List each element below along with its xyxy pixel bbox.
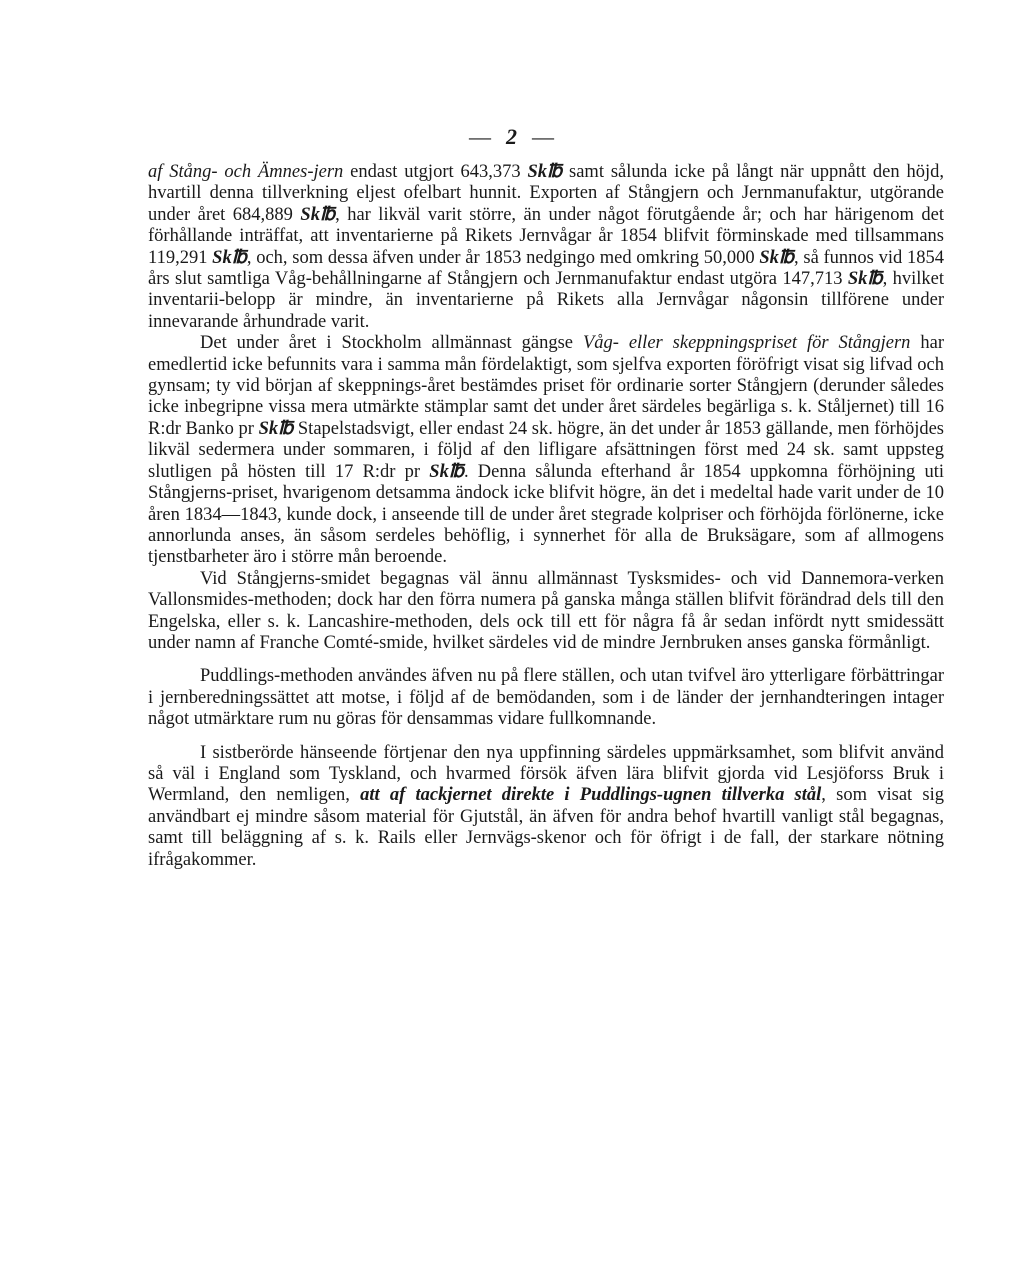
paragraph-4 — [148, 666, 944, 730]
paragraph-4-segment: Puddlings-methoden användes äfven nu på flere ställen, och utan tvifvel äro ytterligare förbättringar i jernberedningssättet att motse, i följd af de bemödanden, som i de länder der jernhandteringen intager något utmärktare rum nu göras för densammas vidare fullkomnande. — [148, 666, 944, 730]
paragraph-2-segment: Sk℔ — [429, 461, 464, 482]
paragraph-1-segment: Sk℔ — [847, 269, 883, 290]
paragraph-2-segment: har emedlertid icke befunnits vara i samma mån fördelaktigt, som sjelfva exporten föröfrigt visat sig lifvad och gynsam; ty vid början af skeppnings-året bestämdes priset för ordinarie sorter Stångjern (derunder således icke inbegripne vissa mera utmärkte stämplar samt det under året särdeles begärliga s. k. Ståljernet) till 16 R:dr Banko pr — [148, 333, 944, 439]
paragraph-2-segment: . Denna sålunda efterhand år 1854 uppkomna förhöjning uti Stångjerns-priset, hvarigenom detsamma ändock icke blifvit högre, än det i medeltal hade varit under de 10 åren 1834—1843, kunde dock, i anseende till de under året stegrade kolpriser och förhöjda förlönerne, icke annorlunda anses, än såsom serdeles behöflig, i synnerhet för alla de Bruksägare, som af allmogens tjenstbarheter äro i större mån beroende. — [148, 461, 944, 568]
page-number-dash-left: — — [469, 124, 492, 149]
paragraph-1-segment: endast utgjort 643,373 — [343, 162, 528, 182]
paragraph-2-segment: Sk℔ — [258, 418, 294, 439]
paragraph-1-segment: af Stång- och Ämnes-jern — [148, 162, 344, 182]
paragraph-1-segment: Sk℔ — [759, 247, 795, 268]
paragraph-1-segment: Sk℔ — [300, 204, 336, 225]
paragraph-3 — [148, 569, 944, 655]
paragraph-5 — [148, 743, 944, 871]
paragraph-1 — [148, 162, 944, 333]
paragraph-3-segment: Vid Stångjerns-smidet begagnas väl ännu allmännast Tysksmides- och vid Dannemora-verken Vallonsmides-methoden; dock har den förra numera på ganska många ställen blifvit förändrad dels till den Engelska, eller s. k. Lancashire-methoden, dels ock till ett för några få år sedan infördt nytt smidessätt under namn af Franche Comté-smide, hvilket särdeles vid de mindre Jernbruken anses ganska förmånligt. — [148, 568, 944, 653]
paragraph-1-segment: , hvilket inventarii-belopp är mindre, än inventarierne på Rikets alla Jernvågar någonsin tillförene under innevarande århundrade varit. — [148, 269, 944, 332]
paragraph-1-segment: samt sålunda icke på långt när uppnått den höjd, hvartill denna tillverkning eljest ofelbart hunnit. Exporten af Stångjern och Jernmanufaktur, utgörande under året 684,889 — [148, 162, 945, 225]
paragraph-2 — [148, 333, 944, 568]
page-number-header — [0, 124, 1024, 150]
paragraph-5-segment: , som visat sig användbart ej mindre såsom material för Gjutstål, än äfven för andra behof hvartill vanligt stål begagnas, samt till beläggning af s. k. Rails eller Jernvägs-skenor och för öfrigt i de fall, der starkare nötning ifrågakommer. — [148, 785, 944, 870]
paragraph-5-segment: att af tackjernet direkte i Puddlings-ugnen tillverka stål — [360, 785, 822, 806]
paragraph-1-segment: , har likväl varit större, än under något förutgående år; och har härigenom det förhållande inträffat, att inventarierne på Rikets Jernvågar år 1854 blifvit förminskade med tillsammans 119,291 — [148, 204, 944, 268]
paragraph-1-segment: , så funnos vid 1854 års slut samtliga Våg-behållningarne af Stångjern och Jernmanufaktur endast utgöra 147,713 — [148, 247, 944, 290]
page-number: 2 — [506, 124, 518, 149]
paragraph-2-segment: Stapelstadsvigt, eller endast 24 sk. högre, än det under år 1853 gällande, men förhöjdes likväl sedermera under sommaren, i följd af den lifligare afsättningen först med 24 sk. samt uppsteg slutligen på hösten till 17 R:dr pr — [148, 418, 944, 482]
paragraph-1-segment: Sk℔ — [212, 247, 247, 268]
page-number-dash-right: — — [532, 124, 555, 149]
body-text — [148, 162, 944, 871]
paragraph-2-segment: Det under året i Stockholm allmännast gängse — [200, 333, 583, 354]
paragraph-1-segment: , och, som dessa äfven under år 1853 nedgingo med omkring 50,000 — [246, 247, 760, 268]
paragraph-1-segment: Sk℔ — [527, 162, 563, 182]
paragraph-5-segment: I sistberörde hänseende förtjenar den nya uppfinning särdeles uppmärksamhet, som blifvit använd så väl i England som Tyskland, och hvarmed försök äfven lära blifvit gjorda vid Lesjöforss Bruk i Wermland, den nemligen, — [148, 742, 944, 806]
paragraph-2-segment: Våg- eller skeppningspriset för Stångjern — [582, 333, 911, 354]
